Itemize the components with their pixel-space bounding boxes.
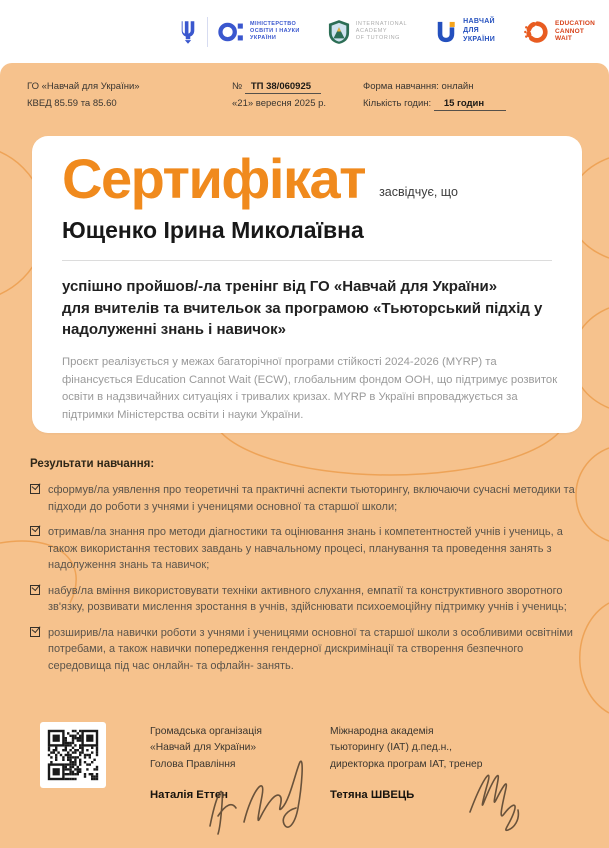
- statement-line: для вчителів та вчительок за програмою «Тьюторський підхід у: [62, 299, 543, 317]
- training-statement: [62, 276, 552, 341]
- signer-left-line: Голова Правління: [150, 758, 236, 770]
- iat-logo: [328, 19, 407, 45]
- results-heading: Результати навчання:: [30, 458, 155, 470]
- number-label: №: [232, 81, 243, 92]
- ecw-logo: [523, 19, 595, 45]
- iat-logo-line: ACADEMY: [355, 28, 388, 35]
- tfu-logo-line: НАВЧАЙ: [463, 18, 495, 26]
- ministry-logo-line: ОСВІТИ І НАУКИ: [250, 28, 300, 35]
- checked-checkbox-icon: [30, 484, 40, 494]
- learning-results-section: [30, 458, 582, 683]
- ministry-logo-line: МІНІСТЕРСТВО: [250, 21, 297, 28]
- result-item-text: отримав/ла знання про методи діагностики та оцінювання знань і компетентностей учнів і учениць, а також використання тестових завдань у навчальному процесі, планування та проведення занять з надолуження знань та навичок;: [48, 526, 563, 571]
- trident-icon: [179, 19, 197, 45]
- form-hours-info: [363, 79, 506, 112]
- iat-shield-icon: [328, 19, 350, 45]
- recipient-name: Ющенко Ірина Миколаївна: [62, 217, 552, 261]
- signer-right-line: Міжнародна академія: [330, 726, 434, 737]
- ecw-logo-line: WAIT: [555, 35, 573, 43]
- ministry-logo: [179, 17, 300, 47]
- hours-value: 15 годин: [434, 98, 506, 111]
- checked-checkbox-icon: [30, 627, 40, 637]
- signer-left-line: Громадська організація: [150, 726, 262, 737]
- certificate-date: «21» вересня 2025 р.: [232, 97, 327, 109]
- tfu-logo-line: ДЛЯ: [463, 27, 480, 35]
- signer-left-line: «Навчай для України»: [150, 742, 257, 754]
- certificate-number: ТП 38/060925: [245, 81, 321, 94]
- signer-left-name: Наталія Еттен: [150, 789, 229, 802]
- org-kved: КВЕД 85.59 та 85.60: [27, 97, 117, 109]
- signer-left-block: [150, 724, 320, 804]
- signer-right-line: директорка програм ІАТ, тренер: [330, 758, 483, 770]
- checked-checkbox-icon: [30, 585, 40, 595]
- iat-logo-line: OF TUTORING: [355, 34, 401, 41]
- teach-for-ukraine-logo: [435, 18, 495, 44]
- form-value: онлайн: [441, 81, 474, 92]
- logo-divider: [207, 17, 208, 47]
- result-item: [30, 625, 582, 675]
- ecw-logo-line: EDUCATION: [555, 20, 595, 28]
- form-label: Форма навчання:: [363, 81, 439, 92]
- result-item: [30, 583, 582, 616]
- signer-right-name: Тетяна ШВЕЦЬ: [330, 789, 415, 802]
- qr-code: [40, 722, 106, 788]
- result-item-text: набув/ла вміння використовувати техніки активного слухання, емпатії та конструктивного зворотного зв'язку, розвивати мислення зростання в учнів, здійснювати психоемоційну підтримку учнів і учениць;: [48, 584, 567, 613]
- mon-mark-icon: [218, 21, 244, 43]
- result-item-text: сформув/ла уявлення про теоретичні та практичні аспекти тьюторингу, включаючи сучасні методики та підходи до роботи з учнями і ученицями основної та старшої школи;: [48, 484, 575, 513]
- certificate-card: [32, 136, 582, 433]
- certificate-subtitle: засвідчує, що: [379, 184, 458, 199]
- certificate-title: Сертифікат: [62, 147, 366, 210]
- statement-line: успішно пройшов/-ла тренінг від ГО «Навчай для України»: [62, 277, 498, 295]
- checked-checkbox-icon: [30, 526, 40, 536]
- statement-line: надолуженні знань і навичок»: [62, 321, 287, 339]
- ecw-ring-icon: [523, 19, 549, 45]
- signer-right-line: тьюторингу (ІАТ) д.пед.н.,: [330, 742, 452, 754]
- number-date-info: [232, 79, 326, 112]
- result-item: [30, 482, 582, 515]
- ministry-logo-line: УКРАЇНИ: [250, 34, 277, 41]
- iat-logo-line: INTERNATIONAL: [355, 21, 408, 28]
- org-info: [27, 79, 140, 112]
- header-logo-row: [0, 0, 609, 63]
- result-item-text: розширив/ла навички роботи з учнями і ученицями основної та старшої школи з особливими освітніми потребами, а також навички попередження гендерної дискримінації та створення безпечного середовища під час онлайн- та офлайн- занять.: [48, 626, 573, 672]
- hours-label: Кількість годин:: [363, 97, 432, 109]
- signer-right-block: [330, 724, 570, 804]
- ecw-logo-line: CANNOT: [555, 27, 585, 35]
- tfu-logo-line: УКРАЇНИ: [463, 35, 496, 43]
- result-item: [30, 524, 582, 574]
- project-note: Проєкт реалізується у межах багаторічної програми стійкості 2024-2026 (MYRP) та фінансується Education Cannot Wait (ECW), глобальним фондом ООН, що підтримує розвиток освіти в надзвичайних ситуаціях і тривалих кризах. MYRP в Україні впроваджується за підтримки Міністерства освіти і науки України.: [62, 356, 558, 421]
- org-name: ГО «Навчай для України»: [27, 81, 140, 92]
- tfu-u-icon: [435, 20, 457, 44]
